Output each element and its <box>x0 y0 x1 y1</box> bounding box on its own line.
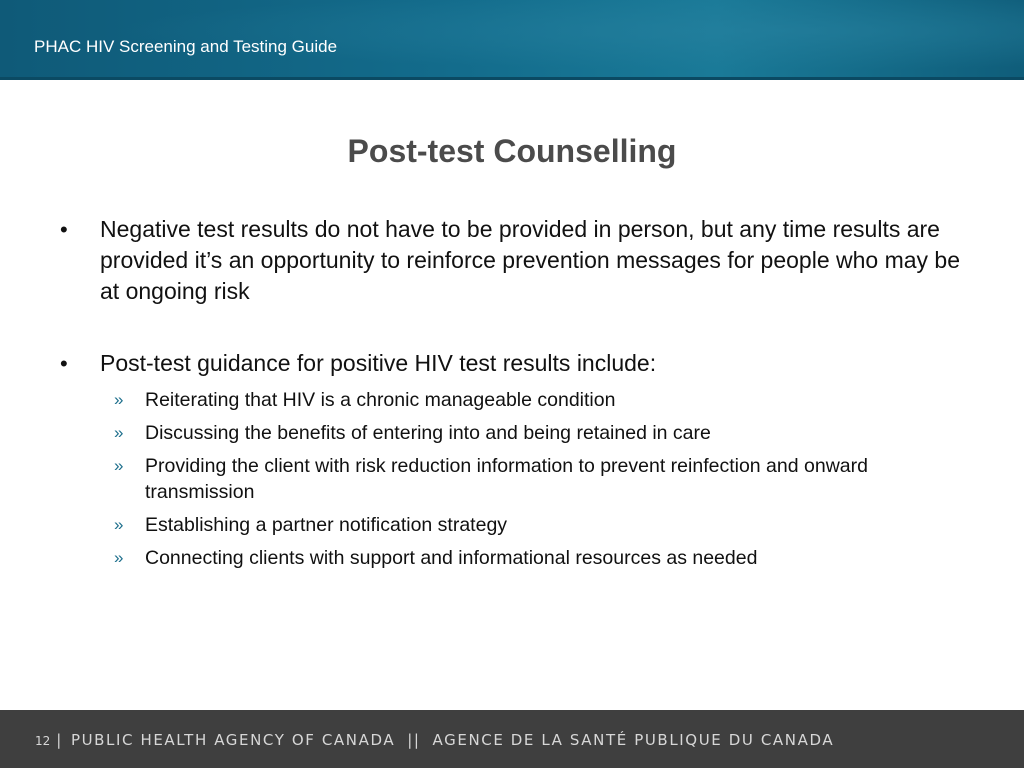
slide-title: Post-test Counselling <box>347 133 677 169</box>
sub-bullet-item <box>114 512 965 538</box>
sub-bullet-item <box>114 387 965 413</box>
sub-bullet-text: Reiterating that HIV is a chronic manageable condition <box>145 389 616 411</box>
footer-org-fr: AGENCE DE LA SANTÉ PUBLIQUE DU CANADA <box>432 731 835 749</box>
sub-bullet-marker: » <box>114 390 124 409</box>
bullet-text: Negative test results do not have to be provided in person, but any time results are provided it’s an opportunity to reinforce prevention messages for people who may be at ongoing risk <box>100 216 961 304</box>
sub-bullet-item <box>114 420 965 446</box>
sub-bullet-marker: » <box>114 548 124 567</box>
footer-text <box>35 731 834 750</box>
header-title: PHAC HIV Screening and Testing Guide <box>34 37 338 56</box>
sub-bullet-item <box>114 453 965 505</box>
bullet-item <box>60 348 980 379</box>
header-banner <box>0 0 1024 80</box>
bullet-text: Post-test guidance for positive HIV test results include: <box>100 350 657 376</box>
footer-separator: | <box>56 731 63 749</box>
bullet-marker: • <box>60 351 68 376</box>
page-number: 12 <box>35 734 51 748</box>
sub-bullet-text: Establishing a partner notification strategy <box>145 514 508 536</box>
sub-bullet-marker: » <box>114 515 124 534</box>
sub-bullet-marker: » <box>114 423 124 442</box>
sub-bullet-item <box>114 545 965 571</box>
bullet-marker: • <box>60 217 68 242</box>
bullet-item <box>60 214 980 307</box>
footer-bar <box>0 710 1024 768</box>
footer-double-separator: || <box>407 731 421 749</box>
sub-bullet-text: Connecting clients with support and informational resources as needed <box>145 547 758 569</box>
sub-bullet-text: Discussing the benefits of entering into and being retained in care <box>145 422 711 444</box>
footer-org-en: PUBLIC HEALTH AGENCY OF CANADA <box>70 731 396 749</box>
sub-bullet-marker: » <box>114 456 124 475</box>
sub-bullet-text: Providing the client with risk reduction information to prevent reinfection and onward transmission <box>145 455 868 503</box>
